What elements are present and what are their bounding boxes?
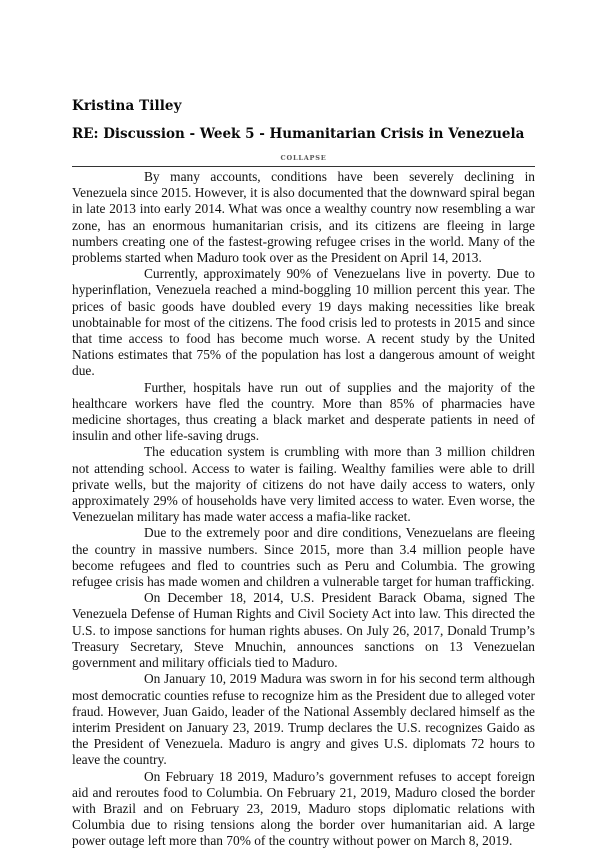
paragraph: On February 18 2019, Maduro’s government refuses to accept foreign aid and reroutes food to Columbia. On February 21, 2019, Maduro closed the border with Brazil and on February 23, 2019, Maduro stops diplomatic relations with Columbia due to rising tensions along the border over humanitarian aid. A large power outage left more than 70% of the country without power on March 8, 2019. — [72, 768, 535, 849]
paragraph: Currently, approximately 90% of Venezuelans live in poverty. Due to hyperinflation, Venezuela reached a mind-boggling 10 million percent this year. The prices of basic goods have doubled every 19 days making necessities like break unobtainable for most of the citizens. The food crisis led to protests in 2015 and since that time access to food has become much worse. A recent study by the United Nations estimates that 75% of the population has lost a dangerous amount of weight due. — [72, 266, 535, 379]
paragraph: By many accounts, conditions have been severely declining in Venezuela since 2015. However, it is also documented that the downward spiral began in late 2013 into early 2014. What was once a wealthy country now resembling a war zone, has an enormous humanitarian crisis, and its citizens are fleeing in large numbers creating one of the fastest-growing refugee crises in the world. Many of the problems started when Maduro took over as the President on April 14, 2013. — [72, 169, 535, 266]
collapse-button[interactable]: COLLAPSE — [280, 154, 327, 162]
paragraph: Due to the extremely poor and dire conditions, Venezuelans are fleeing the country in massive numbers. Since 2015, more than 3.4 million people have become refugees and fled to countries such as Peru and Columbia. The growing refugee crisis has made women and children a vulnerable target for human trafficking. — [72, 525, 535, 590]
post-subject: RE: Discussion - Week 5 - Humanitarian Crisis in Venezuela — [72, 126, 525, 142]
paragraph: On December 18, 2014, U.S. President Barack Obama, signed The Venezuela Defense of Human Rights and Civil Society Act into law. This directed the U.S. to impose sanctions for human rights abuses. On July 26, 2017, Donald Trump’s Treasury Secretary, Steve Mnuchin, announces sanctions on 13 Venezuelan government and military officials tied to Maduro. — [72, 590, 535, 671]
paragraph: The education system is crumbling with more than 3 million children not attending school. Access to water is failing. Wealthy families were able to drill private wells, but the majority of citizens do not have daily access to waters, only approximately 29% of households have very limited access to water. Even worse, the Venezuelan military has made water access a mafia-like racket. — [72, 444, 535, 525]
paragraph: Further, hospitals have run out of supplies and the majority of the healthcare workers have fled the country. More than 85% of pharmacies have medicine shortages, thus creating a black market and desperate patients in need of insulin and other life-saving drugs. — [72, 379, 535, 444]
discussion-post — [72, 97, 535, 850]
post-divider — [72, 154, 535, 168]
paragraph: On January 10, 2019 Madura was sworn in for his second term although most democratic counties refuse to recognize him as the President due to alleged voter fraud. However, Juan Gaido, leader of the National Assembly declared himself as the interim President on January 23, 2019. Trump declares the U.S. recognizes Gaido as the President of Venezuela. Maduro is angry and gives U.S. diplomats 72 hours to leave the country. — [72, 671, 535, 768]
post-body — [72, 169, 535, 850]
post-author: Kristina Tilley — [72, 98, 182, 114]
divider-rule — [72, 166, 535, 167]
